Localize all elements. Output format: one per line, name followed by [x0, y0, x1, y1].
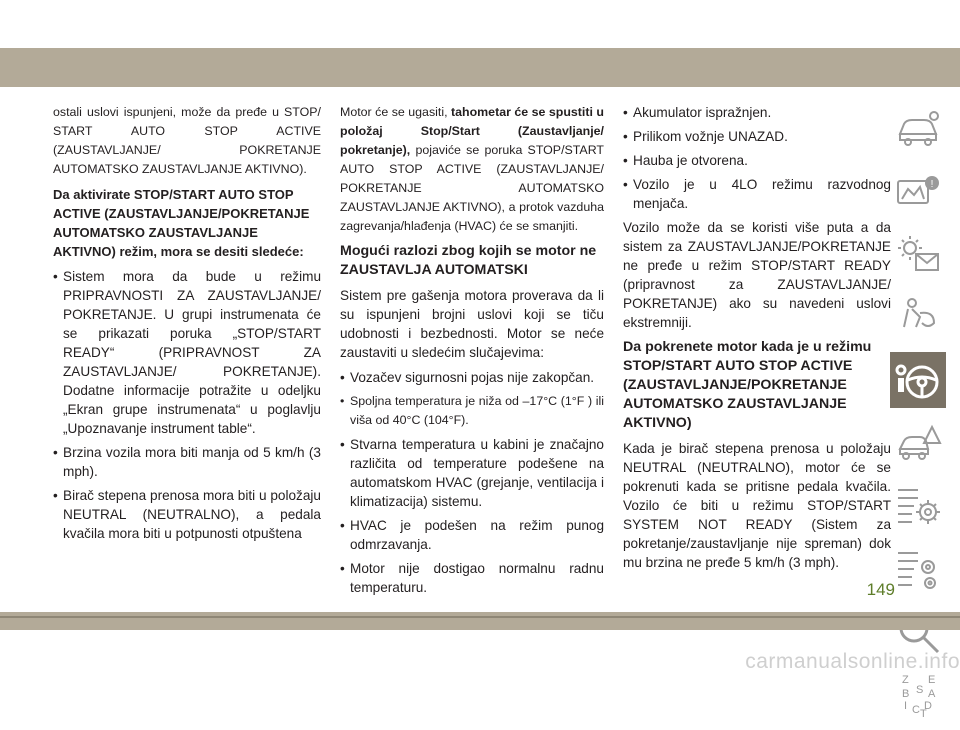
steering-wheel-icon: [894, 356, 942, 404]
roadside-warning-icon: [894, 419, 942, 467]
list-item: • Birač stepena prenosa mora biti u položaju NEUTRAL (NEUTRALNO), a pedala kvačila mora biti u potpunosti otpuštena: [53, 488, 321, 541]
svg-text:!: !: [930, 179, 934, 190]
bullet: •: [340, 370, 345, 385]
col2-heading: Mogući razlozi zbog kojih se motor ne ZAUSTAVLJA AUTOMATSKI: [340, 243, 597, 278]
tab-index[interactable]: [890, 667, 946, 723]
list-item: • Akumulator ispražnjen.: [623, 105, 772, 120]
tab-safety-airbag[interactable]: [890, 289, 946, 345]
index-letter: T: [920, 708, 927, 719]
page-number: 149: [866, 580, 895, 599]
list-item: • Sistem mora da bude u režimu PRIPRAVNOSTI ZA ZAUSTAVLJANJE/ POKRETANJE. U grupi instrumenata će se prikazati poruka „STOP/START READY“ (PRIPRAVNOST ZA ZAUSTAVLJANJE/ POKRETANJE). Dodatne informacije potražite u odeljku „Ekran grupe instrumenata“ u poglavlju „Upoznavanje instrument table“.: [53, 269, 321, 436]
col2-paragraph: Sistem pre gašenja motora proverava da li su ispunjeni brojni uslovi koji se tiču udobnosti i bezbednosti. Motor se neće zaustaviti u sledećim slučajevima:: [340, 288, 604, 360]
column-1: [53, 103, 321, 548]
bullet: •: [53, 445, 58, 460]
list-item: • Motor nije dostigao normalnu radnu temperaturu.: [340, 561, 604, 595]
list-item: • Vozilo je u 4LO režimu razvodnog menjača.: [623, 177, 891, 211]
index-letter: C: [912, 704, 920, 716]
tab-steering-wheel[interactable]: [890, 352, 946, 408]
maintenance-icon: [894, 482, 942, 530]
climate-message-icon: [894, 230, 942, 278]
bullet: •: [623, 105, 628, 120]
list-item: • Vozačev sigurnosni pojas nije zakopčan.: [340, 370, 595, 385]
tab-specifications[interactable]: [890, 541, 946, 597]
list-item: • Hauba je otvorena.: [623, 153, 748, 168]
list-item: • HVAC je podešen na režim punog odmrzavanja.: [340, 518, 604, 552]
bullet: •: [53, 488, 58, 503]
index-letter: E: [928, 674, 936, 686]
chapter-sidebar: [890, 100, 946, 730]
bullet: •: [623, 129, 628, 144]
watermark: carmanualsonline.info: [745, 650, 960, 673]
list-item: • Prilikom vožnje UNAZAD.: [623, 129, 788, 144]
index-letter: B: [902, 688, 910, 700]
col2-intro: Motor će se ugasiti, tahometar će se spustiti u položaj Stop/Start (Zaustavljanje/ pokretanje), pojaviće se poruka STOP/START AUTO STOP ACTIVE (ZAUSTAVLJANJE/ POKRETANJE AUTOMATSKO ZAUSTAVLJANJE AKTIVNO), a protok vazduha zagrevanja/hlađenja (HVAC) će se smanjiti.: [340, 105, 604, 233]
list-item: • Stvarna temperatura u kabini je značajno različita od temperature podešene na automatskom HVAC (grejanje, ventilacija i klimatizacija) sistemu.: [340, 437, 604, 509]
col1-heading: Da aktivirate STOP/START AUTO STOP ACTIVE (ZAUSTAVLJANJE/POKRETANJE AUTOMATSKO ZAUSTAVLJANJE AKTIVNO) režim, mora se desiti sledeće:: [53, 187, 310, 259]
bullet: •: [623, 153, 628, 168]
bottom-band-line: [0, 616, 960, 618]
tab-roadside-warning[interactable]: [890, 415, 946, 471]
index-letter: I: [904, 700, 908, 712]
bottom-band: [0, 612, 960, 630]
column-3: [623, 103, 891, 578]
tab-warning-lights[interactable]: [890, 163, 946, 219]
tab-car-info[interactable]: [890, 100, 946, 156]
index-letter: A: [928, 688, 936, 700]
safety-airbag-icon: [894, 293, 942, 341]
warning-lights-icon: [894, 167, 942, 215]
col3-heading: Da pokrenete motor kada je u režimu STOP/START AUTO STOP ACTIVE (ZAUSTAVLJANJE/POKRETANJE AUTOMATSKO ZAUSTAVLJANJE AKTIVNO): [623, 339, 872, 431]
bullet: •: [623, 177, 628, 192]
tab-maintenance[interactable]: [890, 478, 946, 534]
bullet: •: [340, 394, 345, 408]
car-info-icon: [894, 104, 942, 152]
index-letter: S: [916, 684, 924, 696]
column-2: [340, 103, 604, 602]
tab-climate-message[interactable]: [890, 226, 946, 282]
bullet: •: [340, 437, 345, 452]
specifications-icon: [894, 545, 942, 593]
bullet: •: [53, 269, 58, 284]
bullet: •: [340, 561, 345, 576]
col1-intro: ostali uslovi ispunjeni, može da pređe u STOP/ START AUTO STOP ACTIVE (ZAUSTAVLJANJE/ POKRETANJE AUTOMATSKO ZAUSTAVLJANJE AKTIVNO).: [53, 105, 321, 176]
col3-paragraph-2: Kada je birač stepena prenosa u položaju NEUTRAL (NEUTRALNO), motor će se pokrenuti kada se pritisne pedala kvačila. Vozilo će biti u režimu STOP/START SYSTEM NOT READY (Sistem za pokretanje/zaustavljanje nije spreman) dok mu brzina ne pređe 5 km/h (3 mph).: [623, 441, 891, 570]
index-icon: [894, 671, 942, 719]
index-letter: D: [924, 700, 932, 712]
top-band: [0, 48, 960, 87]
index-letter: Z: [902, 674, 909, 686]
col3-paragraph-1: Vozilo može da se koristi više puta a da sistem za ZAUSTAVLJANJE/POKRETANJE ne pređe u režim STOP/START READY (pripravnost za ZAUSTAVLJANJE/ POKRETANJE) ako su navedeni uslovi ekstremniji.: [623, 220, 891, 330]
list-item: • Brzina vozila mora biti manja od 5 km/h (3 mph).: [53, 445, 321, 479]
bullet: •: [340, 518, 345, 533]
list-item: • Spoljna temperatura je niža od –17°C (1°F ) ili viša od 40°C (104°F).: [340, 392, 604, 430]
